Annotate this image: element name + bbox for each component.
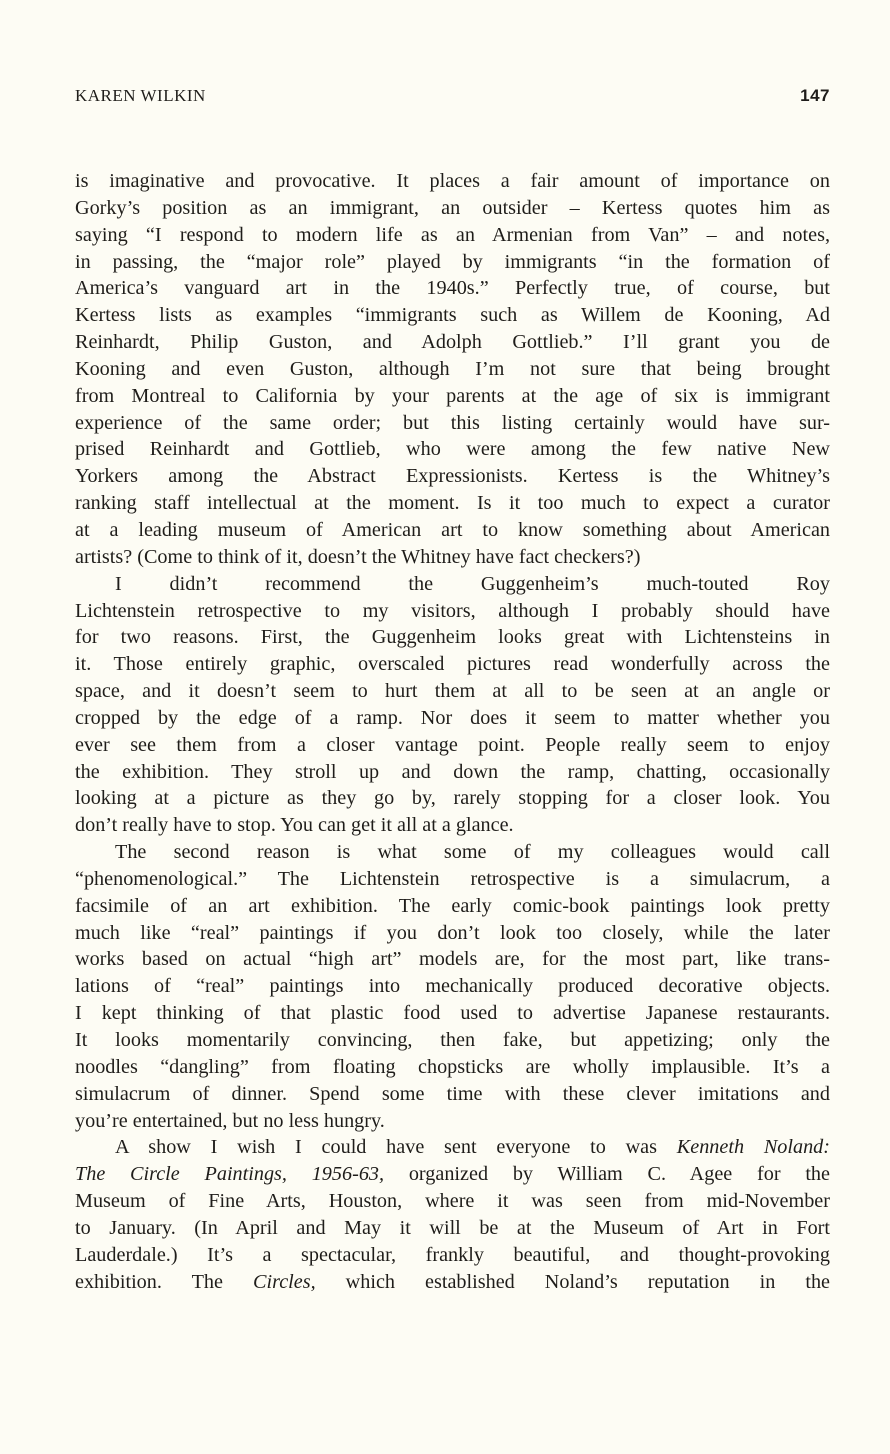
text-run: Reinhardt, Philip Guston, and Adolph Gottlieb.” I’ll grant you de [75, 331, 830, 354]
text-line [75, 759, 830, 786]
text-run: Lichtenstein retrospective to my visitors, although I probably should have [75, 599, 830, 622]
text-run: works based on actual “high art” models are, for the most part, like trans- [75, 948, 830, 971]
text-line [75, 249, 830, 276]
text-run: facsimile of an art exhibition. The early comic-book paintings look pretty [75, 894, 830, 917]
text-run: I kept thinking of that plastic food used to advertise Japanese restaurants. [75, 1002, 830, 1025]
text-line [75, 222, 830, 249]
text-line [75, 302, 830, 329]
text-line [75, 973, 830, 1000]
text-line [75, 1081, 830, 1108]
text-run: cropped by the edge of a ramp. Nor does it seem to matter whether you [75, 706, 830, 729]
text-line [75, 383, 830, 410]
text-run: it. Those entirely graphic, overscaled pictures read wonderfully across the [75, 653, 830, 676]
text-line [75, 732, 830, 759]
text-line [75, 866, 830, 893]
italic-title: Kenneth Noland: [676, 1136, 830, 1159]
text-run: America’s vanguard art in the 1940s.” Perfectly true, of course, but [75, 277, 830, 300]
running-head-author: KAREN WILKIN [75, 86, 206, 105]
text-line [75, 275, 830, 302]
text-run: Lauderdale.) It’s a spectacular, frankly beautiful, and thought-provoking [75, 1243, 830, 1266]
paragraph [75, 839, 830, 1134]
text-line [75, 329, 830, 356]
text-run: ever see them from a closer vantage point. People really seem to enjoy [75, 733, 830, 756]
text-run: looking at a picture as they go by, rarely stopping for a closer look. You [75, 787, 830, 810]
text-run: artists? (Come to think of it, doesn’t the Whitney have fact checkers?) [75, 545, 641, 568]
text-run: Gorky’s position as an immigrant, an outsider – Kertess quotes him as [75, 196, 830, 219]
text-run: to January. (In April and May it will be at the Museum of Art in Fort [75, 1216, 830, 1239]
text-run: exhibition. The [75, 1270, 254, 1293]
text-run: for two reasons. First, the Guggenheim looks great with Lichtensteins in [75, 626, 830, 649]
text-run: don’t really have to stop. You can get it all at a glance. [75, 814, 514, 837]
paragraph [75, 168, 830, 571]
text-line [75, 1215, 830, 1242]
text-line [75, 1161, 830, 1188]
text-line [75, 1269, 830, 1296]
paragraph [75, 571, 830, 839]
text-run: The second reason is what some of my colleagues would call [115, 841, 830, 864]
paragraph [75, 1134, 830, 1295]
text-run: is imaginative and provocative. It places a fair amount of importance on [75, 170, 830, 192]
text-run: I didn’t recommend the Guggenheim’s much-touted Roy [115, 572, 830, 595]
text-line [75, 920, 830, 947]
text-line [75, 785, 830, 812]
text-line [75, 490, 830, 517]
text-line [75, 463, 830, 490]
text-run: simulacrum of dinner. Spend some time with these clever imitations and [75, 1082, 830, 1105]
text-run: Kooning and even Guston, although I’m not sure that being brought [75, 357, 830, 380]
text-line [75, 1027, 830, 1054]
text-line [75, 168, 830, 195]
text-run: lations of “real” paintings into mechanically produced decorative objects. [75, 975, 830, 998]
text-run: the exhibition. They stroll up and down the ramp, chatting, occasionally [75, 760, 830, 783]
text-line [75, 678, 830, 705]
text-run: you’re entertained, but no less hungry. [75, 1109, 385, 1132]
text-run: Yorkers among the Abstract Expressionists. Kertess is the Whitney’s [75, 465, 830, 488]
text-run: “phenomenological.” The Lichtenstein retrospective is a simulacrum, a [75, 867, 830, 890]
text-run: Kertess lists as examples “immigrants such as Willem de Kooning, Ad [75, 304, 830, 327]
text-line [75, 195, 830, 222]
text-line [75, 356, 830, 383]
text-line [75, 1108, 830, 1135]
text-line [75, 1000, 830, 1027]
text-run: experience of the same order; but this listing certainly would have sur- [75, 411, 830, 434]
text-line [75, 571, 830, 598]
body-text [75, 168, 830, 1295]
text-line [75, 1242, 830, 1269]
text-line [75, 624, 830, 651]
text-line [75, 893, 830, 920]
text-line [75, 436, 830, 463]
text-line [75, 651, 830, 678]
italic-title: The Circle Paintings, 1956-63, [75, 1163, 385, 1186]
text-line [75, 812, 830, 839]
text-line [75, 517, 830, 544]
text-line [75, 1134, 830, 1161]
text-run: It looks momentarily convincing, then fake, but appetizing; only the [75, 1029, 830, 1051]
text-line [75, 1188, 830, 1215]
text-line [75, 544, 830, 571]
text-run: from Montreal to California by your parents at the age of six is immigrant [75, 384, 830, 407]
text-run: space, and it doesn’t seem to hurt them at all to be seen at an angle or [75, 680, 830, 703]
text-line [75, 839, 830, 866]
text-run: organized by William C. Agee for the [384, 1163, 830, 1186]
text-run: much like “real” paintings if you don’t look too closely, while the later [75, 921, 830, 944]
text-run: Museum of Fine Arts, Houston, where it was seen from mid-November [75, 1190, 830, 1213]
page-number: 147 [800, 86, 830, 105]
text-run: ranking staff intellectual at the moment. Is it too much to expect a curator [75, 492, 830, 515]
text-line [75, 1054, 830, 1081]
text-run: saying “I respond to modern life as an Armenian from Van” – and notes, [75, 223, 830, 246]
text-line [75, 598, 830, 625]
text-run: at a leading museum of American art to know something about American [75, 518, 830, 541]
text-run: noodles “dangling” from floating chopsticks are wholly implausible. It’s a [75, 1055, 830, 1078]
text-run: A show I wish I could have sent everyone to was [115, 1136, 677, 1159]
running-head [75, 86, 830, 110]
text-run: in passing, the “major role” played by immigrants “in the formation of [75, 250, 830, 273]
text-line [75, 946, 830, 973]
text-run: prised Reinhardt and Gottlieb, who were among the few native New [75, 438, 830, 461]
text-line [75, 705, 830, 732]
text-line [75, 410, 830, 437]
italic-title: Circles, [253, 1270, 316, 1293]
text-run: which established Noland’s reputation in the [315, 1270, 831, 1293]
